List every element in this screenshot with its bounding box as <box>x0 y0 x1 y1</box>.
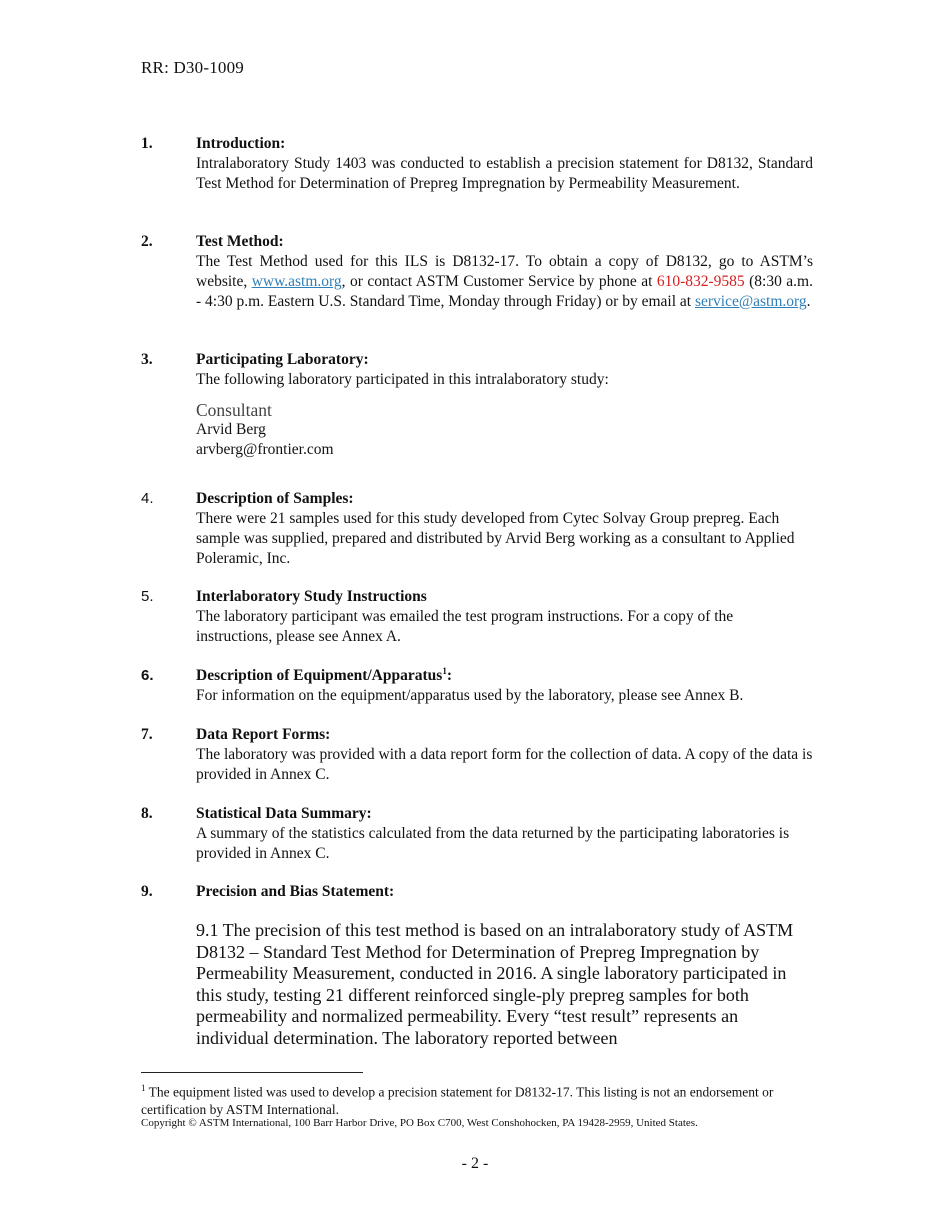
section-text: The laboratory participant was emailed the test program instructions. For a copy of the instructions, please see Annex A. <box>196 608 734 645</box>
section-study-instructions <box>141 587 813 647</box>
section-title: Description of Samples: <box>196 490 354 507</box>
section-number: 9. <box>141 883 153 900</box>
section-title: Data Report Forms: <box>196 726 331 743</box>
section-number: 8. <box>141 805 153 822</box>
section-number: 6. <box>141 667 154 684</box>
footnote-mark: 1 <box>141 1083 146 1093</box>
section-title: Precision and Bias Statement: <box>196 883 395 900</box>
section-title: Statistical Data Summary: <box>196 805 372 822</box>
footnote-text: The equipment listed was used to develop a precision statement for D8132-17. This listing is not an endorsement or certification by ASTM International. <box>141 1084 774 1117</box>
astm-website-link[interactable]: www.astm.org <box>251 273 342 290</box>
section-text: The laboratory was provided with a data report form for the collection of data. A copy of the data is provided in Annex C. <box>196 746 813 783</box>
page-number: - 2 - <box>461 1155 489 1172</box>
section-title: Test Method: <box>196 233 284 250</box>
section-number: 4. <box>141 490 154 507</box>
phone-number: 610-832-9585 <box>656 273 745 290</box>
copyright-notice: Copyright © ASTM International, 100 Barr Harbor Drive, PO Box C700, West Conshohocken, PA 19428-2959, United States. <box>141 1117 698 1129</box>
section-title: Introduction: <box>196 135 286 152</box>
section-introduction <box>141 134 813 194</box>
section-statistical-summary <box>141 804 813 864</box>
section-description-of-samples <box>141 489 813 569</box>
report-number: RR: D30-1009 <box>141 58 244 77</box>
section-title: Participating Laboratory: <box>196 351 369 368</box>
section-text: A summary of the statistics calculated from the data returned by the participating laboratories is provided in Annex C. <box>196 825 790 862</box>
section-text: There were 21 samples used for this study developed from Cytec Solvay Group prepreg. Each sample was supplied, prepared and distributed by Arvid Berg working as a consultant to Applied Poleramic, Inc. <box>196 510 795 567</box>
footnote-divider <box>141 1072 363 1073</box>
section-test-method <box>141 232 813 312</box>
section-number: 7. <box>141 726 153 743</box>
section-number: 5. <box>141 588 154 605</box>
section-data-report-forms <box>141 725 813 785</box>
section-number: 1. <box>141 135 153 152</box>
lab-contact-email: arvberg@frontier.com <box>196 441 334 458</box>
footnote <box>141 1080 821 1118</box>
section-text: For information on the equipment/apparatus used by the laboratory, please see Annex B. <box>196 687 744 704</box>
section-title: Interlaboratory Study Instructions <box>196 588 427 605</box>
section-equipment <box>141 666 813 706</box>
lab-organization: Consultant <box>196 400 272 420</box>
footnote-reference[interactable]: 1 <box>442 665 447 676</box>
service-email-link[interactable]: service@astm.org <box>694 293 807 310</box>
section-text: 9.1 The precision of this test method is based on an intralaboratory study of ASTM D8132 – Standard Test Method for Determination of Prepreg Impregnation by Permeability Measurement, conducted in 2016. A single laboratory participated in this study, testing 21 different reinforced single-ply prepreg samples for both permeability and normalized permeability. Every “test result” represents an individual determination. The laboratory reported between <box>196 920 794 1048</box>
section-number: 2. <box>141 233 153 250</box>
section-title: Description of Equipment/Apparatus$^1$: <box>196 665 452 684</box>
lab-contact-name: Arvid Berg <box>196 421 266 438</box>
section-text: The following laboratory participated in this intralaboratory study: <box>196 371 609 388</box>
section-participating-laboratory <box>141 350 813 460</box>
section-text: Intralaboratory Study 1403 was conducted to establish a precision statement for D8132, Standard Test Method for Determination of Prepreg Impregnation by Permeability Measurement. <box>196 155 813 192</box>
section-number: 3. <box>141 351 153 368</box>
section-text: The Test Method used for this ILS is D8132-17. To obtain a copy of D8132, go to ASTM’s website, www.astm.org, or contact ASTM Customer Service by phone at 610-832-9585 (8:30 a.m. - 4:30 p.m. Eastern U.S. Standard Time, Monday through Friday) or by email at service@astm.org. <box>196 253 813 310</box>
section-precision-bias <box>141 882 813 1049</box>
